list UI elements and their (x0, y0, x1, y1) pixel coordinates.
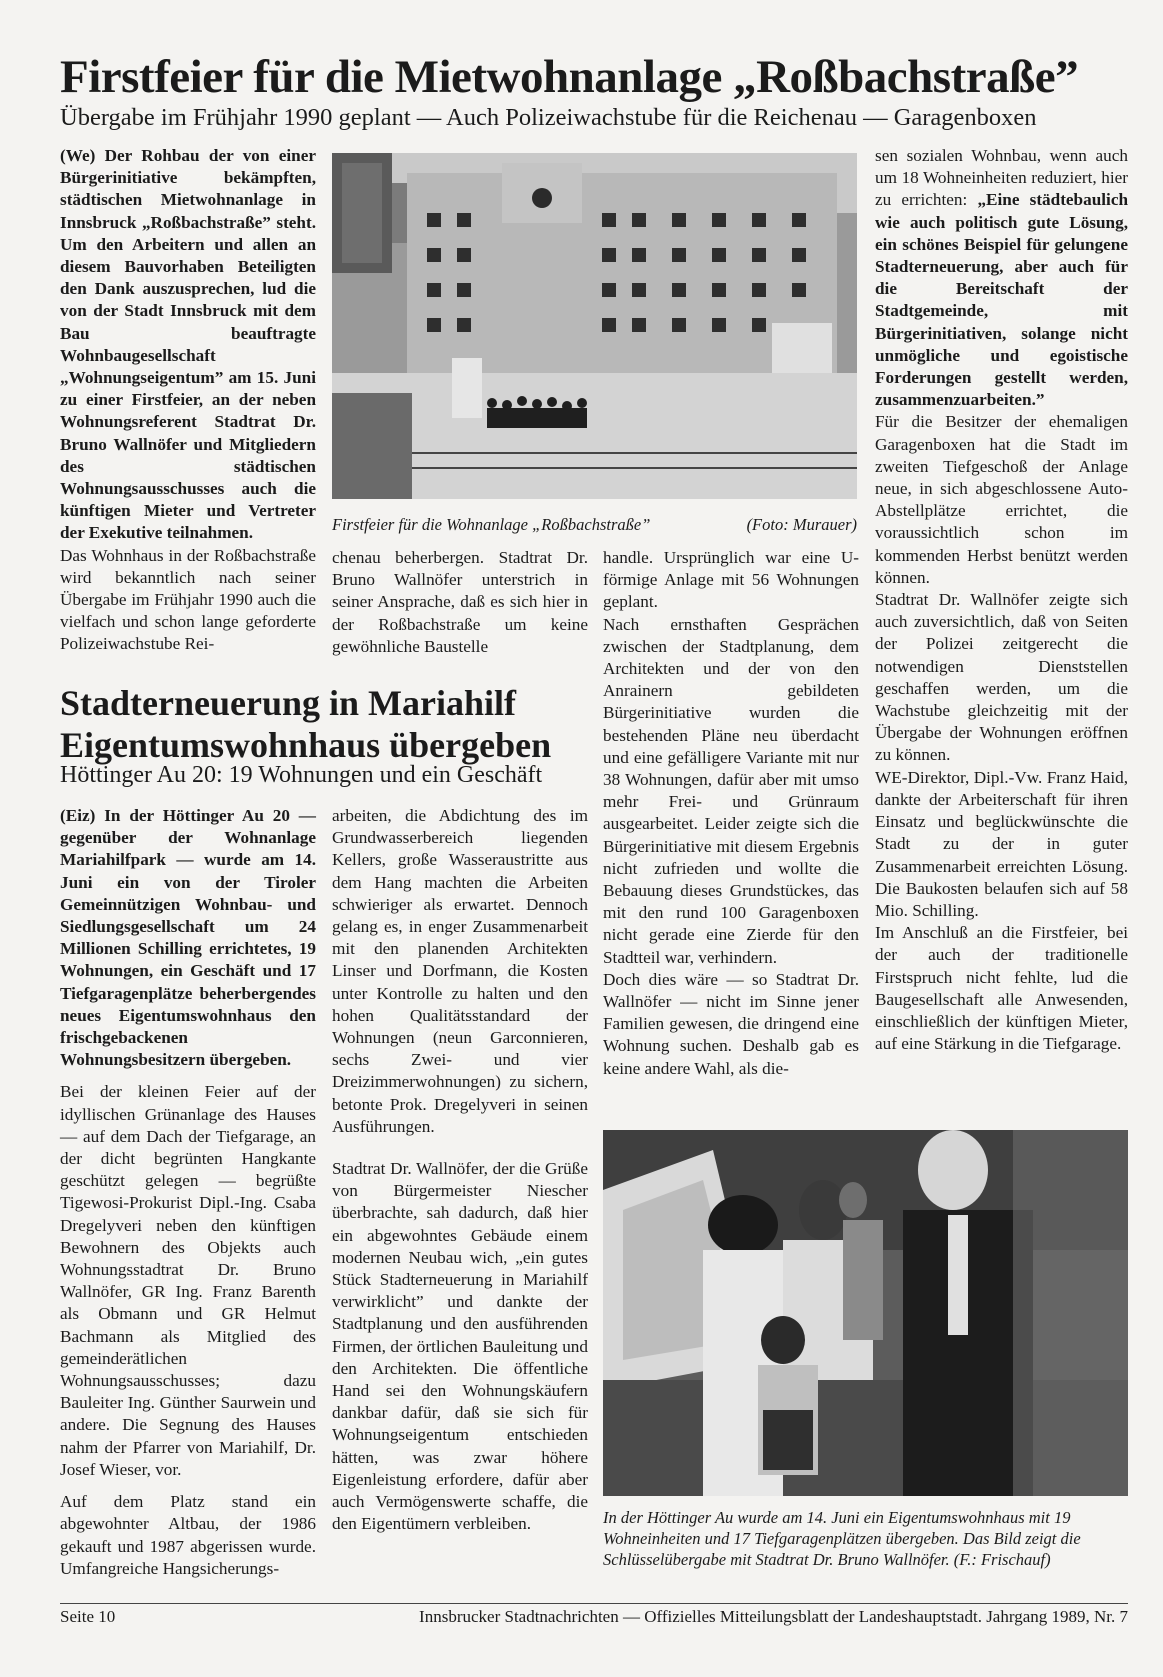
key-handover-caption: In der Höttinger Au wurde am 14. Juni ein Eigentumswohnhaus mit 19 Wohneinheiten und 17 Tiefgaragenplätzen übergeben. Das Bild zeigt die Schlüsselübergabe mit Stadtrat Dr. Bruno Wallnöfer. (F.: Frischauf) (603, 1508, 1081, 1569)
article2-col1-p2: Auf dem Platz stand ein abgewohnter Altbau, der 1986 gekauft und 1987 abgerissen wurde. Umfangreiche Hangsicherungs- (60, 1492, 316, 1578)
article2-column-2 (332, 805, 588, 1536)
article1-col4-p2: Für die Besitzer der ehemaligen Garagenboxen hat die Stadt im zweiten Tiefgeschoß der Anlage neue, in sich abgeschlossene Auto-Abstellplätze errichtet, die voraussichtlich schon im kommenden Herbst benützt werden können. (875, 412, 1128, 587)
construction-photo-credit: (Foto: Murauer) (746, 515, 857, 534)
article1-col4-p1a: sen sozialen Wohnbau, wenn auch um 18 Wohneinheiten reduziert, hier zu errichten: (875, 146, 1128, 210)
article1-col4-p1 (875, 145, 1128, 411)
article1-col3-p3: Doch dies wäre — so Stadtrat Dr. Wallnöfer — nicht im Sinne jener Familien gewesen, die dringend eine Wohnung suchen. Deshalb gab es keine andere Wahl, als die- (603, 969, 859, 1078)
construction-photo-caption: Firstfeier für die Wohnanlage „Roßbachstraße” (332, 515, 651, 534)
article1-column-4 (875, 145, 1128, 1055)
article1-lead: (We) Der Rohbau der von einer Bürgerinitiative bekämpften, städtischen Mietwohnanlage in Innsbruck „Roßbachstraße” steht. Um den Arbeitern und allen an diesem Bauvorhaben Beteiligten den Dank auszusprechen, lud die von der Stadt Innsbruck mit dem Bau beauftragte Wohnbaugesellschaft „Wohnungseigentum” am 15. Juni zu einer Firstfeier, an der neben Wohnungsreferent Stadtrat Dr. Bruno Wallnöfer und Mitgliedern des städtischen Wohnungsausschusses auch die künftigen Mieter und Vertreter der Exekutive teilnahmen. (60, 146, 316, 543)
publication-info: Innsbrucker Stadtnachrichten — Offizielles Mitteilungsblatt der Landeshauptstadt. Jahrgang 1989, Nr. 7 (419, 1607, 1128, 1626)
article1-column-1 (60, 145, 316, 656)
page-footer (60, 1607, 1128, 1627)
article2-headline (60, 682, 620, 766)
construction-site-photo (332, 153, 857, 499)
article1-col4-p5: Im Anschluß an die Firstfeier, bei der auch der traditionelle Firstspruch nicht fehlte, lud die Baugesellschaft alle Anwesenden, einschließlich der künftigen Mieter, auf eine Stärkung in die Tiefgarage. (875, 923, 1128, 1054)
article2-col2-p1: arbeiten, die Abdichtung des im Grundwasserbereich liegenden Kellers, große Wasseraustritte aus dem Hang machten die Arbeiten schwieriger als erwartet. Dennoch gelang es, in enger Zusammenarbeit mit den planenden Architekten Linser und Dorfmann, die Kosten unter Kontrolle zu halten und den hohen Qualitätsstandard der Wohnungen (neun Garconnieren, sechs Zwei- und vier Dreizimmerwohnungen) zu sichern, betonte Prok. Dregelyveri in seinen Ausführungen. (332, 806, 588, 1136)
article2-lead: (Eiz) In der Höttinger Au 20 — gegenüber der Wohnanlage Mariahilfpark — wurde am 14. Juni ein von der Tiroler Gemeinnützigen Wohnbau- und Siedlungsgesellschaft um 24 Millionen Schilling errichtetes, 19 Wohnungen, ein Geschäft und 17 Tiefgaragenplätze beherbergendes neues Eigentumswohnhaus den frischgebackenen Wohnungsbesitzern übergeben. (60, 806, 316, 1070)
article1-subheadline: Übergabe im Frühjahr 1990 geplant — Auch Polizeiwachstube für die Reichenau — Garagenboxen (60, 104, 1037, 131)
article1-headline: Firstfeier für die Mietwohnanlage „Roßbachstraße” (60, 51, 1079, 103)
article2-col1-p1: Bei der kleinen Feier auf der idyllischen Grünanlage des Hauses — auf dem Dach der Tiefgarage, an der dicht begrünten Hangkante geschützt gelegen — begrüßte Tigewosi-Prokurist Dipl.-Ing. Csaba Dregelyveri neben den künftigen Bewohnern des Objekts auch Wohnungsstadtrat Dr. Bruno Wallnöfer, GR Ing. Franz Barenth als Obmann und GR Helmut Bachmann als Mitglied des gemeinderätlichen Wohnungsausschusses; dazu Bauleiter Ing. Günther Saurwein und andere. Die Segnung des Hauses nahm der Pfarrer von Mariahilf, Dr. Josef Wieser, vor. (60, 1082, 316, 1479)
construction-site-image (332, 153, 857, 499)
article1-col2-text: chenau beherbergen. Stadtrat Dr. Bruno Wallnöfer unterstrich in seiner Ansprache, daß es sich hier in der Roßbachstraße um keine gewöhnliche Baustelle (332, 548, 588, 656)
footer-divider (60, 1603, 1128, 1604)
key-handover-photo (603, 1130, 1128, 1496)
article2-subheadline: Höttinger Au 20: 19 Wohnungen und ein Geschäft (60, 762, 543, 788)
article1-col4-quote: „Eine städtebaulich wie auch politisch gute Lösung, ein schönes Beispiel für gelungene Stadterneuerung, aber auch für die Bereitschaft der Stadtgemeinde, mit Bürgerinitiativen, solange nicht unmögliche und egoistische Forderungen gestellt werden, zusammenzuarbeiten.” (875, 190, 1129, 410)
article2-column-1 (60, 805, 316, 1580)
construction-photo-caption-row (332, 514, 857, 535)
article2-headline-line2: Eigentumswohnhaus übergeben (60, 725, 552, 765)
article1-col3-p2: Nach ernsthaften Gesprächen zwischen der Stadtplanung, dem Architekten und der von den Anrainern gebildeten Bürgerinitiative wurden die bestehenden Pläne neu überdacht und eine gefälligere Variante mit nur 38 Wohnungen, dafür aber mit umso mehr Frei- und Grünraum ausgearbeitet. Leider zeigte sich die Bürgerinitiative mit diesem Ergebnis nicht zufrieden und wollte die Bebauung dieses Grundstückes, das mit den rund 100 Garagenboxen nicht gerade eine Zierde für den Stadtteil war, verhindern. (603, 614, 859, 967)
article1-col1-text: Das Wohnhaus in der Roßbachstraße wird bekanntlich nach seiner Übergabe im Frühjahr 1990 auch die vielfach und schon lange geforderte Polizeiwachstube Rei- (60, 545, 316, 654)
article1-column-2 (332, 547, 588, 658)
article1-col3-p1: handle. Ursprünglich war eine U-förmige Anlage mit 56 Wohnungen geplant. (603, 548, 859, 612)
article1-column-3 (603, 547, 859, 1080)
page-number: Seite 10 (60, 1607, 116, 1626)
article1-col4-p4: WE-Direktor, Dipl.-Vw. Franz Haid, dankte der Arbeiterschaft für ihren Einsatz und beglückwünschte die Stadt zu der in guter Zusammenarbeit erreichten Lösung. Die Baukosten belaufen sich auf 58 Mio. Schilling. (875, 767, 1128, 920)
key-handover-image (603, 1130, 1128, 1496)
article1-col4-p3: Stadtrat Dr. Wallnöfer zeigte sich auch zuversichtlich, daß von Seiten der Polizei zeitgerecht die notwendigen Dienststellen geschaffen werden, um die Wachstube gleichzeitig mit der Übergabe der Wohnungen eröffnen zu können. (875, 590, 1128, 765)
article2-headline-line1: Stadterneuerung in Mariahilf (60, 683, 516, 723)
article2-col2-p2: Stadtrat Dr. Wallnöfer, der die Grüße von Bürgermeister Niescher überbrachte, sah dadurch, daß hier ein abgewohntes Gebäude einem modernen Neubau wich, „ein gutes Stück Stadterneuerung in Mariahilf verwirklicht” und dankte der Stadtplanung und den ausführenden Firmen, der örtlichen Bauleitung und den Architekten. Die öffentliche Hand sei den Wohnungskäufern dankbar dafür, daß sie sich für Wohnungseigentum entschieden hätten, was zwar höhere Eigenleistung erfordere, dafür aber auch Vermögenswerte schaffe, die den Eigentümern verbleiben. (332, 1159, 588, 1534)
